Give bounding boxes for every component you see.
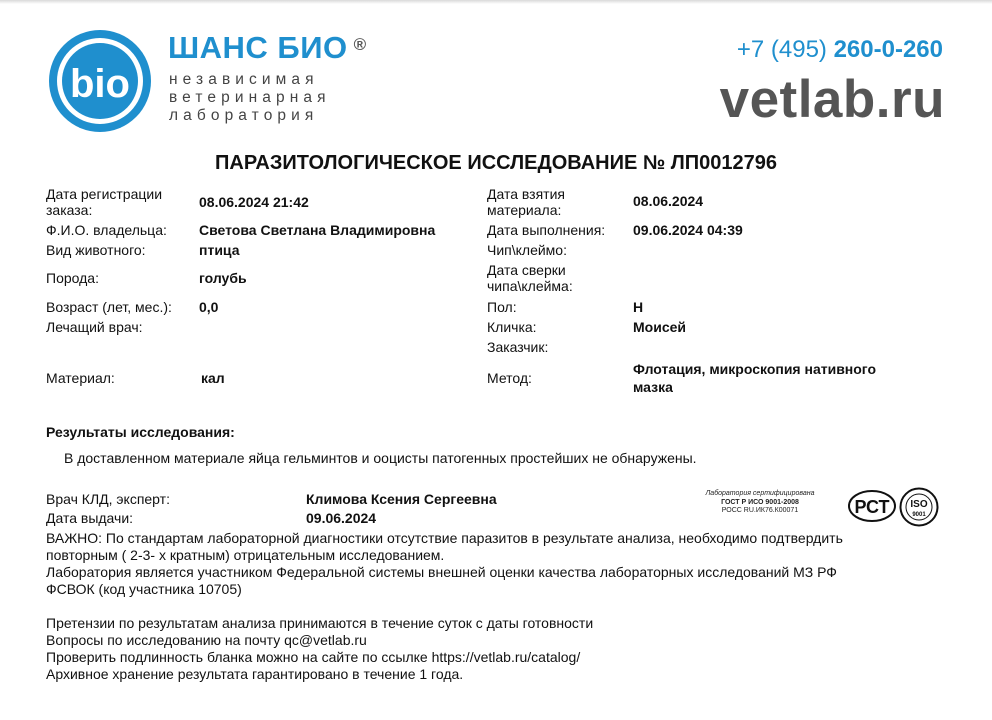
registered-mark: ® bbox=[353, 35, 367, 54]
age-label: Возраст (лет, мес.): bbox=[46, 299, 172, 315]
animal-value: птица bbox=[199, 242, 240, 258]
tagline-line-3: лаборатория bbox=[169, 107, 319, 124]
phone-number[interactable]: +7 (495) 260-0-260 bbox=[736, 36, 943, 63]
certification-text bbox=[676, 490, 844, 516]
doctor-label: Лечащий врач: bbox=[46, 319, 143, 335]
chip-label: Чип\клеймо: bbox=[487, 242, 567, 258]
chip-check-label-2: чипа\клейма: bbox=[487, 278, 573, 294]
iso-mark-icon bbox=[899, 487, 939, 527]
expert-value: Климова Ксения Сергеевна bbox=[306, 491, 497, 507]
info-line-2: Вопросы по исследованию на почту qc@vetlab.ru bbox=[46, 632, 367, 648]
breed-label: Порода: bbox=[46, 270, 99, 286]
customer-label: Заказчик: bbox=[487, 339, 549, 355]
reg-date-value: 08.06.2024 21:42 bbox=[199, 194, 309, 210]
material-value: кал bbox=[201, 370, 225, 386]
cert-line-1: Лаборатория сертифицирована bbox=[705, 490, 815, 497]
sex-label: Пол: bbox=[487, 299, 517, 315]
document-title: ПАРАЗИТОЛОГИЧЕСКОЕ ИССЛЕДОВАНИЕ № ЛП0012796 bbox=[215, 152, 777, 174]
owner-label: Ф.И.О. владельца: bbox=[46, 222, 167, 238]
info-line-3: Проверить подлинность бланка можно на сайте по ссылке https://vetlab.ru/catalog/ bbox=[46, 649, 581, 665]
brand-name: ШАНС БИО ® bbox=[168, 30, 367, 65]
note-line-1: ВАЖНО: По стандартам лабораторной диагностики отсутствие паразитов в результате анализа, необходимо подтвердить bbox=[46, 530, 843, 546]
results-heading: Результаты исследования: bbox=[46, 424, 235, 440]
issue-date-value: 09.06.2024 bbox=[306, 510, 377, 526]
pet-name-label: Кличка: bbox=[487, 319, 537, 335]
note-line-2: повторным ( 2-3- х кратным) отрицательным исследованием. bbox=[46, 547, 445, 563]
done-date-label: Дата выполнения: bbox=[487, 222, 606, 238]
done-date-value: 09.06.2024 04:39 bbox=[633, 222, 743, 238]
method-value-1: Флотация, микроскопия нативного bbox=[633, 361, 877, 377]
top-shadow bbox=[0, 0, 992, 4]
sex-value: Н bbox=[633, 299, 644, 315]
bio-logo-icon bbox=[47, 28, 153, 134]
results-text: В доставленном материале яйца гельминтов и ооцисты патогенных простейших не обнаружены. bbox=[64, 450, 697, 466]
info-line-1: Претензии по результатам анализа принимаются в течение суток с даты готовности bbox=[46, 615, 594, 631]
reg-date-label-2: заказа: bbox=[46, 202, 93, 218]
note-line-4: ФСВОК (код участника 10705) bbox=[46, 581, 242, 597]
rst-mark-text: РСТ bbox=[854, 497, 890, 517]
taken-date-label-2: материала: bbox=[487, 202, 562, 218]
taken-date-value: 08.06.2024 bbox=[633, 193, 704, 209]
rst-mark-icon bbox=[847, 489, 897, 523]
iso-mark-text: ISO bbox=[910, 499, 928, 510]
taken-date-label-1: Дата взятия bbox=[487, 186, 565, 202]
issue-date-label: Дата выдачи: bbox=[46, 510, 134, 526]
chip-check-label-1: Дата сверки bbox=[487, 262, 566, 278]
info-line-4: Архивное хранение результата гарантировано в течение 1 года. bbox=[46, 666, 464, 682]
note-line-3: Лаборатория является участником Федеральной системы внешней оценки качества лабораторных исследований МЗ РФ bbox=[46, 564, 837, 580]
iso-mark-number: 9001 bbox=[912, 512, 926, 518]
method-value-2: мазка bbox=[633, 379, 673, 395]
tagline-line-1: независимая bbox=[169, 71, 319, 88]
material-label: Материал: bbox=[46, 370, 115, 386]
breed-value: голубь bbox=[199, 270, 247, 286]
animal-label: Вид животного: bbox=[46, 242, 146, 258]
logo-text: bio bbox=[70, 62, 130, 106]
expert-label: Врач КЛД, эксперт: bbox=[46, 491, 170, 507]
reg-date-label-1: Дата регистрации bbox=[46, 186, 163, 202]
pet-name-value: Моисей bbox=[633, 319, 686, 335]
tagline-line-2: ветеринарная bbox=[169, 89, 331, 106]
site-url[interactable]: vetlab.ru bbox=[719, 70, 945, 129]
cert-line-3: РОСС RU.ИК76.К00071 bbox=[721, 507, 799, 514]
cert-line-2: ГОСТ Р ИСО 9001-2008 bbox=[721, 498, 799, 506]
owner-value: Светова Светлана Владимировна bbox=[199, 222, 436, 238]
age-value: 0,0 bbox=[199, 299, 219, 315]
method-label: Метод: bbox=[487, 370, 532, 386]
